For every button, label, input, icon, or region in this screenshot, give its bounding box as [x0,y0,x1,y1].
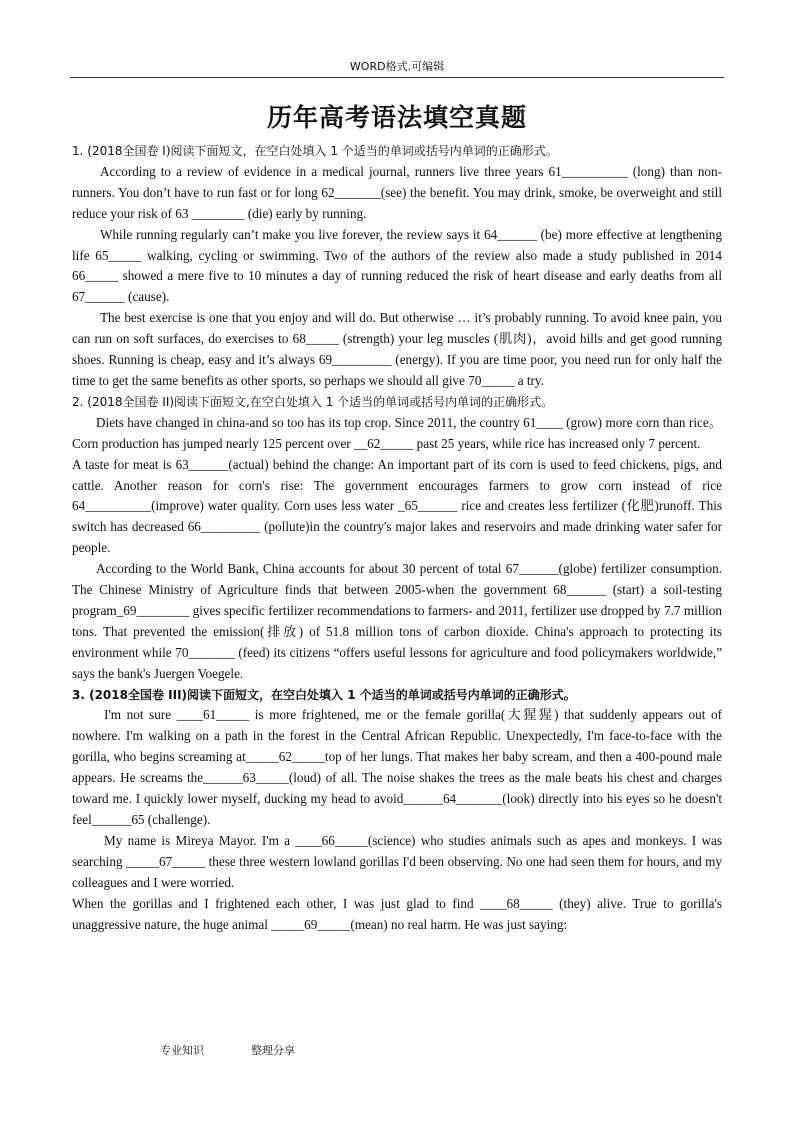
footer-left: 专业知识 [160,1044,204,1057]
passage-paragraph: A taste for meat is 63______(actual) behind the change: An important part of its corn is used to feed chickens, pigs, and cattle. Another reason for corn's rise: The government encourages farmers to grow corn instead of rice 64__________(improve) water quality. Corn uses less water _65______ rice and creates less fertilizer (化肥)runoff. This switch has decreased 66_________ (pollute)in the country's major lakes and reservoirs and made drinking water safer for people. [72,456,722,556]
page-header: WORD格式.可编辑 [70,58,724,78]
passage-paragraph: The best exercise is one that you enjoy and will do. But otherwise … it’s probably running. To avoid knee pain, you can run on soft surfaces, do exercises to 68_____ (strength) your leg muscles (肌肉)，avoid hills and get good running shoes. Running is cheap, easy and it’s always 69_________ (energy). If you are time poor, you need run for only half the time to get the same benefits as other sports, so perhaps we should all give 70_____ a try. [72,310,722,388]
page-title: 历年高考语法填空真题 [266,103,527,132]
passage-paragraph: When the gorillas and I frightened each other, I was just glad to find ____68_____ (they) alive. True to gorilla's unaggressive nature, the huge animal _____69_____(mean) no real harm. He was just saying: [72,895,722,932]
passage-paragraph: According to a review of evidence in a medical journal, runners live three years 61__________ (long) than non-runners. You don’t have to run fast or for long 62_______(see) the benefit. You may drink, smoke, be overweight and still reduce your risk of 63 ________ (die) early by running. [72,163,722,221]
passage-paragraph: I'm not sure ____61_____ is more frightened, me or the female gorilla(大猩猩) that suddenly appears out of nowhere. I'm walking on a path in the forest in the Central African Republic. Unexpectedly, I'm face-to-face with the gorilla, who begins screaming at_____62_____top of her lungs. That makes her baby scream, and then a 400-pound male appears. He screams the______63_____(loud) of all. The noise shakes the trees as the male beats his chest and charges toward me. I quickly lower myself, ducking my head to avoid______64_______(look) directly into his eyes so he doesn't feel______65 (challenge). [72,707,722,827]
passage-paragraph: 1. (2018全国卷 I)阅读下面短文，在空白处填入 1 个适当的单词或括号内单词的正确形式。 [72,144,558,158]
passage-paragraph: While running regularly can’t make you live forever, the review says it 64______ (be) more effective at lengthening life 65_____ walking, cycling or swimming. Two of the authors of the review also made a study published in 2014 66_____ showed a mere five to 10 minutes a day of running reduced the risk of heart disease and early deaths from all 67______ (cause). [72,226,722,305]
passage-paragraph: Diets have changed in china-and so too has its top crop. Since 2011, the country 61____ (grow) more corn than rice。 Corn production has jumped nearly 125 percent over __62_____ past 25 years, while rice has increased only 7 percent. [72,414,722,451]
passage-paragraph: 2. (2018全国卷 II)阅读下面短文,在空白处填入 1 个适当的单词或括号内单词的正确形式。 [72,394,554,409]
passage-paragraph: According to the World Bank, China accounts for about 30 percent of total 67______(globe) fertilizer consumption. The Chinese Ministry of Agriculture finds that between 2005-when the government 68______ (start) a soil-testing program_69________ gives specific fertilizer recommendations to farmers- and 2011, fertilizer use dropped by 7.7 million tons. That prevented the emission(排放) of 51.8 million tons of carbon dioxide. China's approach to protecting its environment while 70_______ (feed) its citizens “offers useful lessons for agriculture and food policymakers worldwide,” says the bank's Juergen Voegele. [72,561,722,681]
passage-paragraph: My name is Mireya Mayor. I'm a ____66_____(science) who studies animals such as apes and monkeys. I was searching _____67_____ these three western lowland gorillas I'd been observing. No one had seen them for hours, and my colleagues and I were worried. [72,832,722,890]
passage-paragraph: 3. (2018全国卷 III)阅读下面短文，在空白处填入 1 个适当的单词或括号内单词的正确形式。 [72,687,576,702]
document-body [72,141,722,935]
footer-right: 整理分享 [251,1044,295,1057]
